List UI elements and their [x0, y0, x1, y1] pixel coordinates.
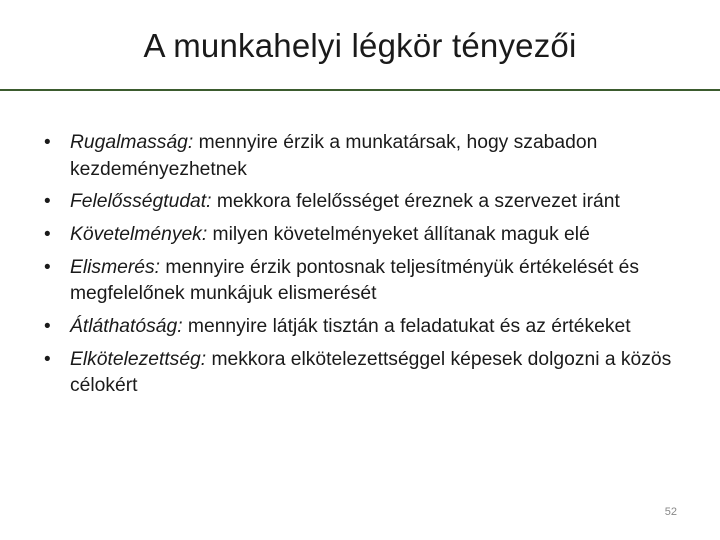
bullet-icon: • — [44, 316, 51, 338]
page-number: 52 — [664, 506, 677, 518]
bullet-text: mennyire érzik pontosnak teljesítményük értékelését és megfelelőnek munkájuk elismerését — [70, 256, 640, 305]
bullet-text: mennyire érzik a munkatársak, hogy szabadon kezdeményezhetnek — [70, 132, 598, 180]
list-item — [44, 189, 694, 216]
slide-title: A munkahelyi légkör tényezői — [143, 27, 577, 64]
bullet-term: Követelmények: — [70, 224, 208, 246]
bullet-term: Elkötelezettség: — [70, 348, 207, 370]
bullet-icon: • — [44, 256, 51, 278]
list-item — [44, 130, 694, 183]
bullet-term: Elismerés: — [70, 256, 160, 278]
bullet-icon: • — [44, 224, 51, 246]
list-item — [44, 347, 694, 400]
bullet-text: mekkora felelősséget éreznek a szervezet iránt — [211, 191, 620, 213]
bullet-icon: • — [44, 132, 51, 153]
bullet-text: mekkora elkötelezettséggel képesek dolgozni a közös célokért — [70, 348, 672, 397]
list-item — [44, 255, 694, 308]
bullet-term: Rugalmasság: — [70, 132, 194, 153]
bullet-list — [44, 130, 694, 406]
bullet-text: milyen követelményeket állítanak maguk elé — [207, 224, 590, 246]
bullet-term: Átláthatóság: — [70, 316, 183, 338]
bullet-text: mennyire látják tisztán a feladatukat és az értékeket — [182, 316, 631, 338]
bullet-term: Felelősségtudat: — [70, 191, 212, 213]
title-divider — [0, 89, 720, 91]
bullet-icon: • — [44, 348, 51, 370]
list-item — [44, 314, 694, 341]
bullet-icon: • — [44, 191, 51, 213]
list-item — [44, 222, 694, 249]
